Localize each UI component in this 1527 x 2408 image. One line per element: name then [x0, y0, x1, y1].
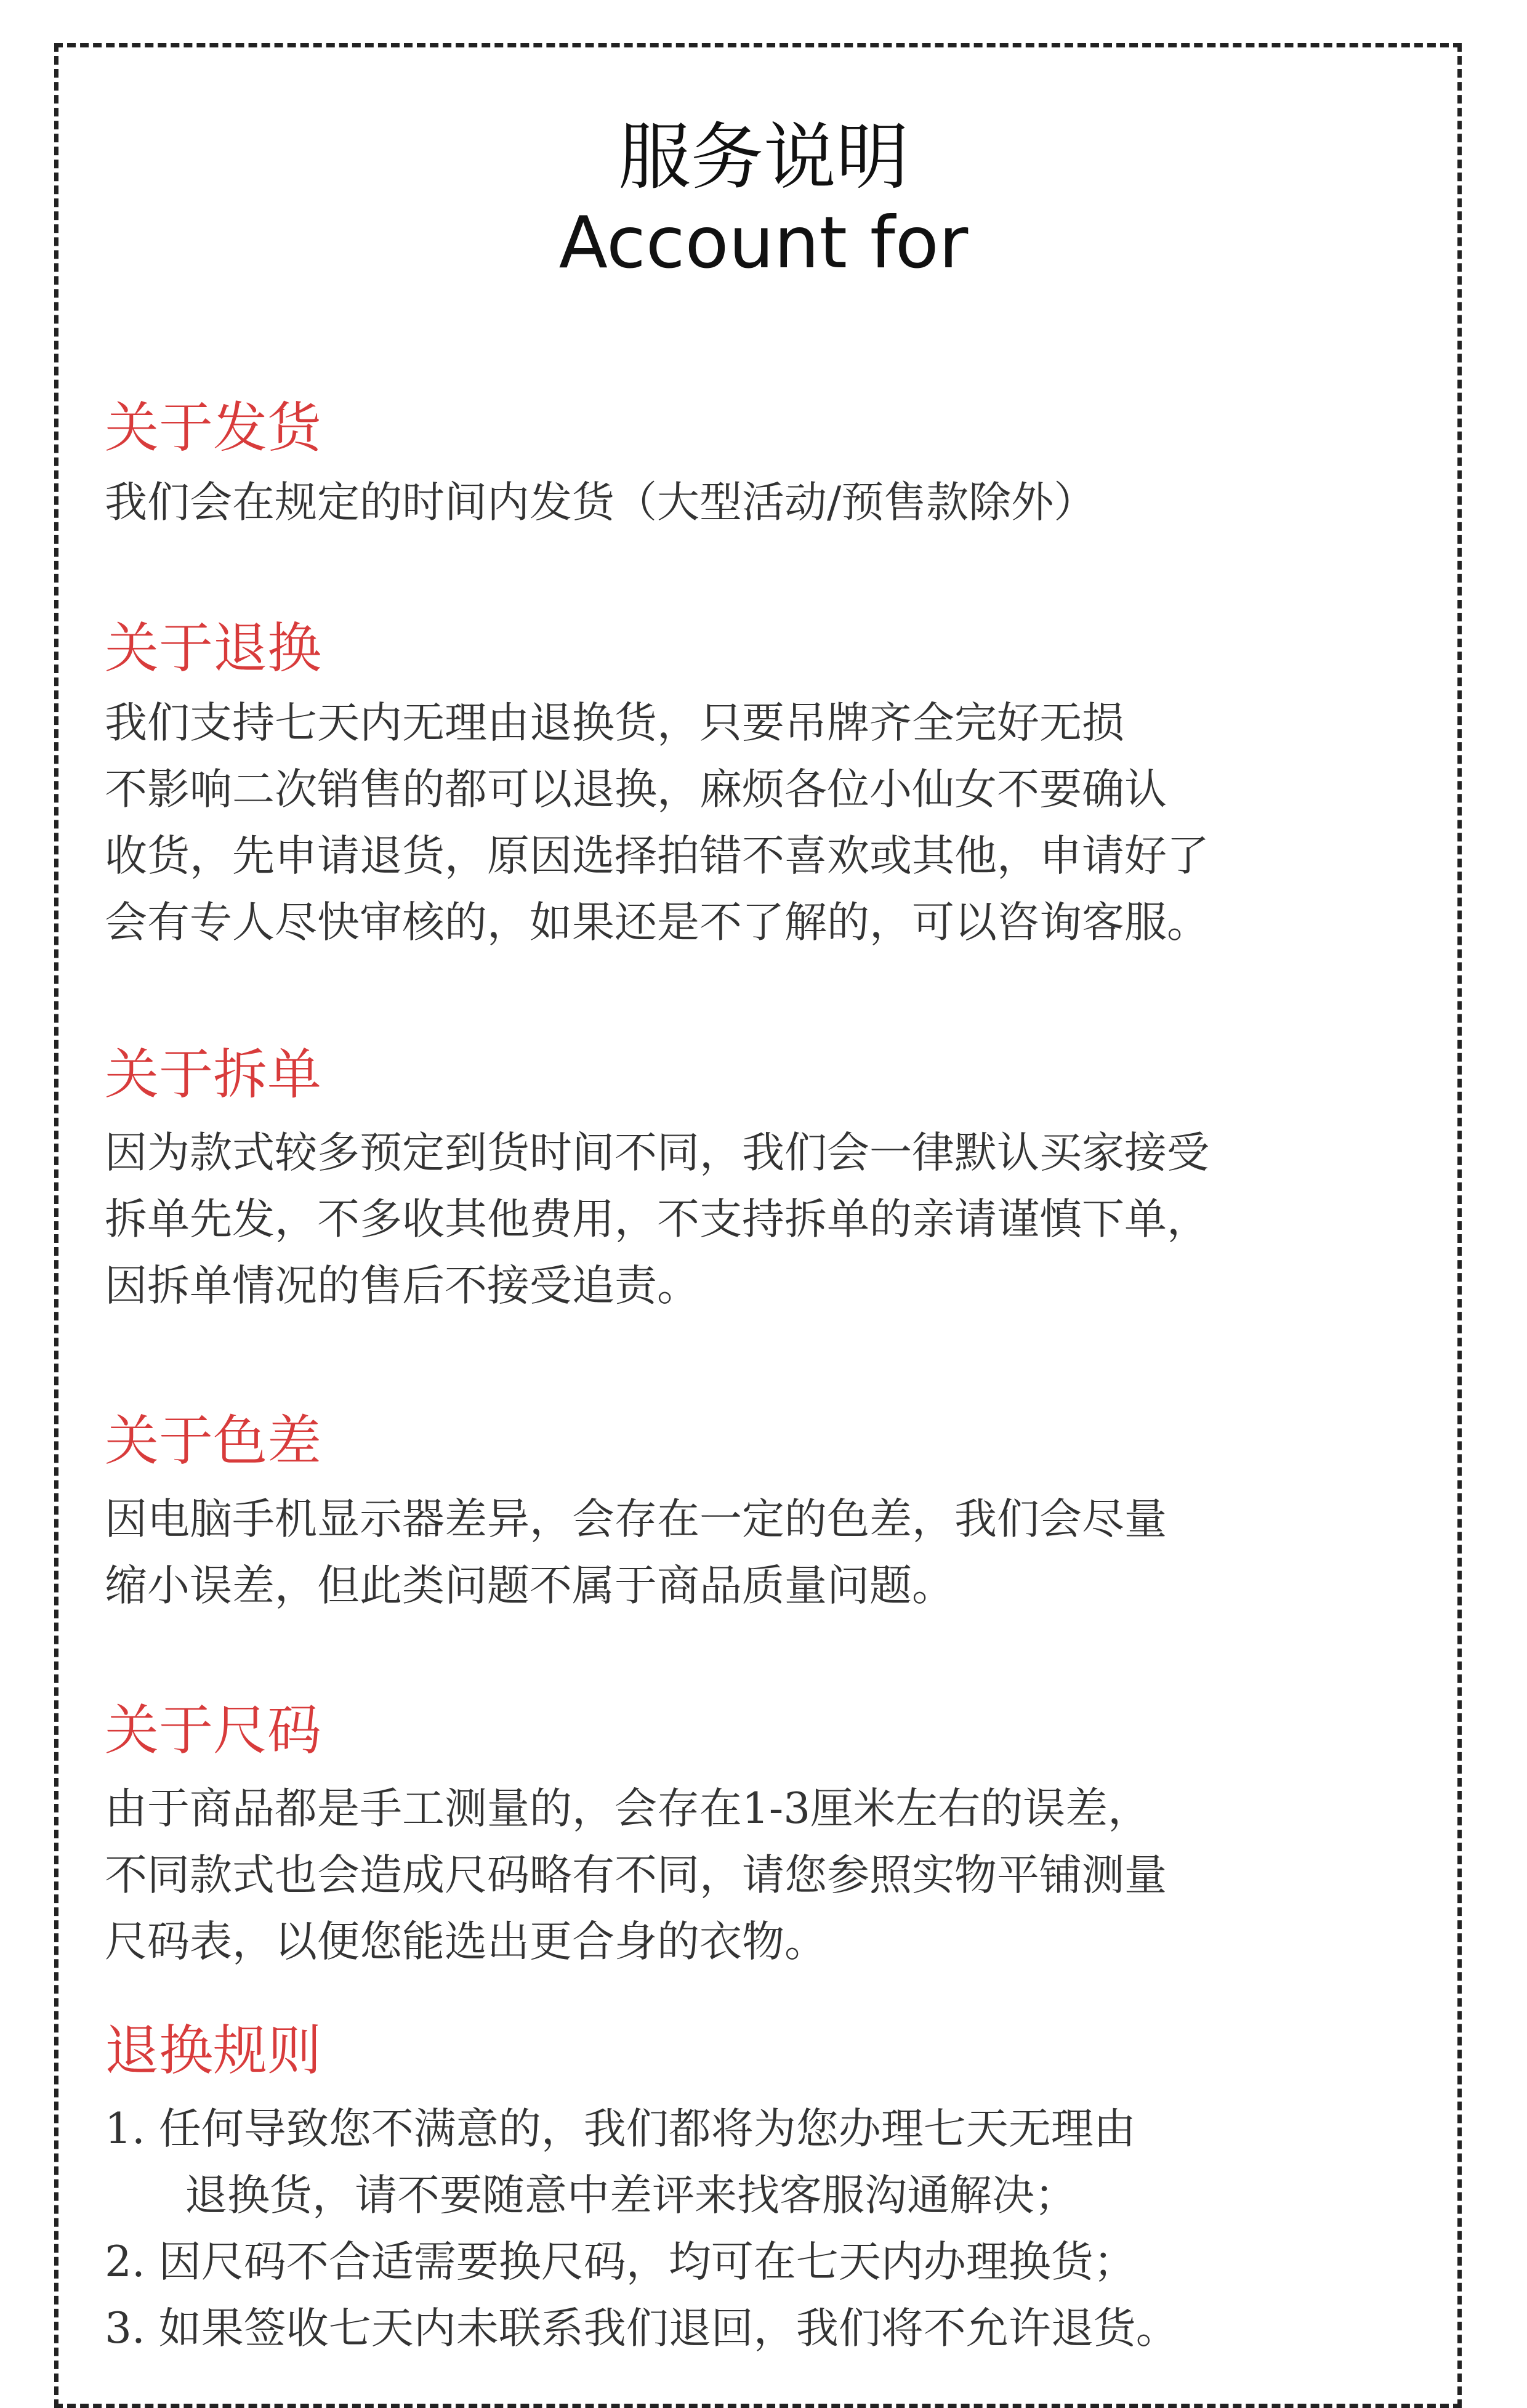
section-heading-split-orders: 关于拆单 [105, 1043, 322, 1106]
section-heading-returns: 关于退换 [105, 616, 322, 680]
section-heading-return-rules: 退换规则 [105, 2019, 322, 2082]
rule-item: 3. 如果签收七天内未联系我们退回，我们将不允许退货。 [105, 2304, 1178, 2353]
paragraph-line: 不影响二次销售的都可以退换，麻烦各位小仙女不要确认 [105, 765, 1167, 814]
page-title-english: Account for [558, 201, 969, 285]
paragraph-line: 因为款式较多预定到货时间不同，我们会一律默认买家接受 [105, 1128, 1209, 1178]
section-color-difference [105, 1407, 1453, 1619]
paragraph-line: 收货，先申请退货，原因选择拍错不喜欢或其他，申请好了 [105, 831, 1209, 881]
paragraph-line: 缩小误差，但此类问题不属于商品质量问题。 [105, 1561, 954, 1610]
section-heading-shipping: 关于发货 [105, 396, 322, 459]
section-shipping [105, 394, 1453, 536]
rule-item: 2. 因尺码不合适需要换尺码，均可在七天内办理换货； [105, 2237, 1136, 2287]
paragraph-line: 由于商品都是手工测量的，会存在1-3厘米左右的误差， [105, 1784, 1151, 1833]
paragraph-line: 尺码表，以便您能选出更合身的衣物。 [105, 1917, 827, 1966]
paragraph-line: 我们支持七天内无理由退换货，只要吊牌齐全完好无损 [105, 698, 1124, 748]
paragraph-line: 拆单先发，不多收其他费用，不支持拆单的亲请谨慎下单， [105, 1195, 1209, 1244]
section-return-rules [105, 2017, 1453, 2362]
paragraph-line: 会有专人尽快审核的，如果还是不了解的，可以咨询客服。 [105, 898, 1209, 947]
paragraph-line: 因电脑手机显示器差异，会存在一定的色差，我们会尽量 [105, 1495, 1167, 1544]
section-split-orders [105, 1041, 1453, 1319]
section-sizing [105, 1697, 1453, 1975]
page-title-chinese: 服务说明 [618, 115, 909, 200]
section-heading-color-difference: 关于色差 [105, 1409, 322, 1473]
page-header [0, 114, 1527, 286]
paragraph-line: 我们会在规定的时间内发货（大型活动/预售款除外） [105, 478, 1097, 527]
rule-item: 1. 任何导致您不满意的，我们都将为您办理七天无理由 [105, 2104, 1136, 2154]
paragraph-line: 不同款式也会造成尺码略有不同，请您参照实物平铺测量 [105, 1851, 1167, 1900]
rule-item-continuation: 退换货，请不要随意中差评来找客服沟通解决； [185, 2171, 1077, 2220]
section-heading-sizing: 关于尺码 [105, 1699, 322, 1762]
paragraph-line: 因拆单情况的售后不接受追责。 [105, 1261, 699, 1311]
section-returns [105, 615, 1453, 956]
